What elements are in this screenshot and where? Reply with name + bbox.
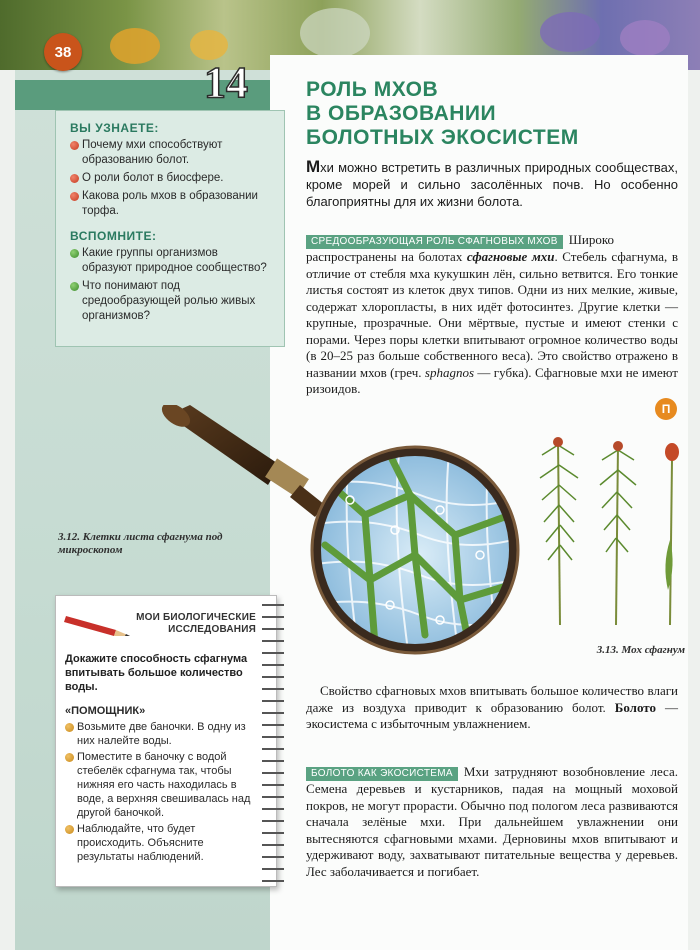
greek-word: sphagnos <box>424 364 475 380</box>
page-number-badge: 38 <box>44 33 82 71</box>
figure-caption-3-13: 3.13. Мох сфагнум <box>596 644 685 656</box>
helper-step <box>65 720 261 748</box>
helper-step-text: Возьмите две баночки. В одну из них налейте воды. <box>77 721 246 747</box>
recall-item-text: Что понимают под средообразующей ролью живых организмов? <box>82 280 256 322</box>
learning-objectives-box <box>55 110 285 347</box>
recall-item-text: Какие группы организмов образуют природное сообщество? <box>82 247 267 274</box>
red-bullet-icon <box>70 174 79 183</box>
red-bullet-icon <box>70 192 79 201</box>
helper-step <box>65 750 261 820</box>
chapter-title <box>306 78 686 150</box>
learn-item <box>70 138 270 168</box>
paragraph-text: Свойство сфагновых мхов впитывать большое количество влаги даже из воздуха приводит к образованию болот. <box>306 683 679 715</box>
helper-title: «ПОМОЩНИК» <box>65 705 146 717</box>
learn-item-text: Почему мхи способствуют образованию болот. <box>82 139 223 166</box>
learn-item-text: О роли болот в биосфере. <box>82 172 224 184</box>
paragraph-text: Мхи затрудняют возобновление леса. Семена деревьев и кустарников, падая на мощный моховой покров, не могут прорасти. Обычно под пологом леса развиваются сначала зелёные мхи. При дальнейшем увлажнении они вытесняются сфагновыми мхами. Дерновины мхов впитывают и удерживают воду, захватывают питательные вещества у деревьев. Лес заболачивается и погибает. <box>306 764 678 879</box>
intro-dropcap: М <box>306 157 321 176</box>
sphagnum-moss-plants-illustration <box>530 430 690 640</box>
orange-bullet-icon <box>65 723 74 732</box>
red-bullet-icon <box>70 141 79 150</box>
term-sphagnum: сфагновые мхи <box>466 249 555 264</box>
green-bullet-icon <box>70 282 79 291</box>
figure-caption-3-12: 3.12. Клетки листа сфагнума под микроскопом <box>58 531 223 556</box>
cross-reference-marker[interactable]: П <box>655 398 677 420</box>
orange-bullet-icon <box>65 753 74 762</box>
bog-ecosystem-paragraph <box>306 764 678 880</box>
bog-definition-paragraph <box>306 683 678 733</box>
paragraph-text: . Стебель сфагнума, в отличие от стебля мха кукушкин лён, сильно ветвится. Его тонкие листья состоят из клеток двух типов. Одни из них мелкие, живые, содержат хлоропласты, в них идёт фотосинтез. Другие клетки — крупные, прозрачные. Они мёртвые, пустые и имеют стенки с порами. Через поры клетки впитывают огромное количество воды (в 20–25 раз больше собственного веса). Это свойство отражено в названии мхов (греч. <box>306 249 678 380</box>
notebook-spiral-binding <box>262 598 284 888</box>
chapter-title-line: БОЛОТНЫХ ЭКОСИСТЕМ <box>306 126 579 149</box>
chapter-title-line: РОЛЬ МХОВ <box>306 78 439 101</box>
helper-step-text: Наблюдайте, что будет происходить. Объясните результаты наблюдений. <box>77 823 204 863</box>
orange-bullet-icon <box>65 825 74 834</box>
section-tag-bog: БОЛОТО КАК ЭКОСИСТЕМА <box>306 767 458 781</box>
intro-text: хи можно встретить в различных природных сообществах, кроме морей и сильно засолённых почв. Но особенно благоприятны для их жизни болота. <box>306 160 678 209</box>
helper-step-text: Поместите в баночку с водой стебелёк сфагнума так, чтобы нижняя его часть находилась в воде, а верхняя свешивалась над другой баночкой. <box>77 751 251 819</box>
paragraph-text: — губка). Сфагновые мхи не имеют ризоидов. <box>306 364 678 396</box>
learn-item <box>70 171 270 186</box>
moss-plant <box>540 437 578 625</box>
paragraph-text: — экосистема с избыточным увлажнением. <box>306 699 678 731</box>
helper-step <box>65 822 261 864</box>
learn-item <box>70 189 270 219</box>
section-tag-sphagnum: СРЕДООБРАЗУЮЩАЯ РОЛЬ СФАГНОВЫХ МХОВ <box>306 235 563 249</box>
magnifier-handle <box>158 405 325 517</box>
learn-heading: ВЫ УЗНАЕТЕ: <box>70 121 159 135</box>
moss-plant <box>600 441 636 625</box>
green-bullet-icon <box>70 249 79 258</box>
recall-item <box>70 246 270 276</box>
notebook-helper <box>65 704 261 866</box>
chapter-title-line: В ОБРАЗОВАНИИ <box>306 102 497 125</box>
chapter-number: 14 <box>204 58 248 107</box>
recall-heading: ВСПОМНИТЕ: <box>70 229 157 243</box>
learn-item-text: Какова роль мхов в образовании торфа. <box>82 190 258 217</box>
sphagnum-section-paragraph <box>306 232 678 398</box>
term-bog: Болото <box>614 699 657 715</box>
notebook-task: Докажите способность сфагнума впитывать большое количество воды. <box>65 653 248 693</box>
intro-paragraph <box>306 158 678 210</box>
moss-plant-with-capsule <box>665 443 679 625</box>
notebook-heading: МОИ БИОЛОГИЧЕСКИЕ ИССЛЕДОВАНИЯ <box>136 612 256 635</box>
paragraph-text: Широко распространены на болотах <box>306 232 614 264</box>
recall-item <box>70 279 270 324</box>
